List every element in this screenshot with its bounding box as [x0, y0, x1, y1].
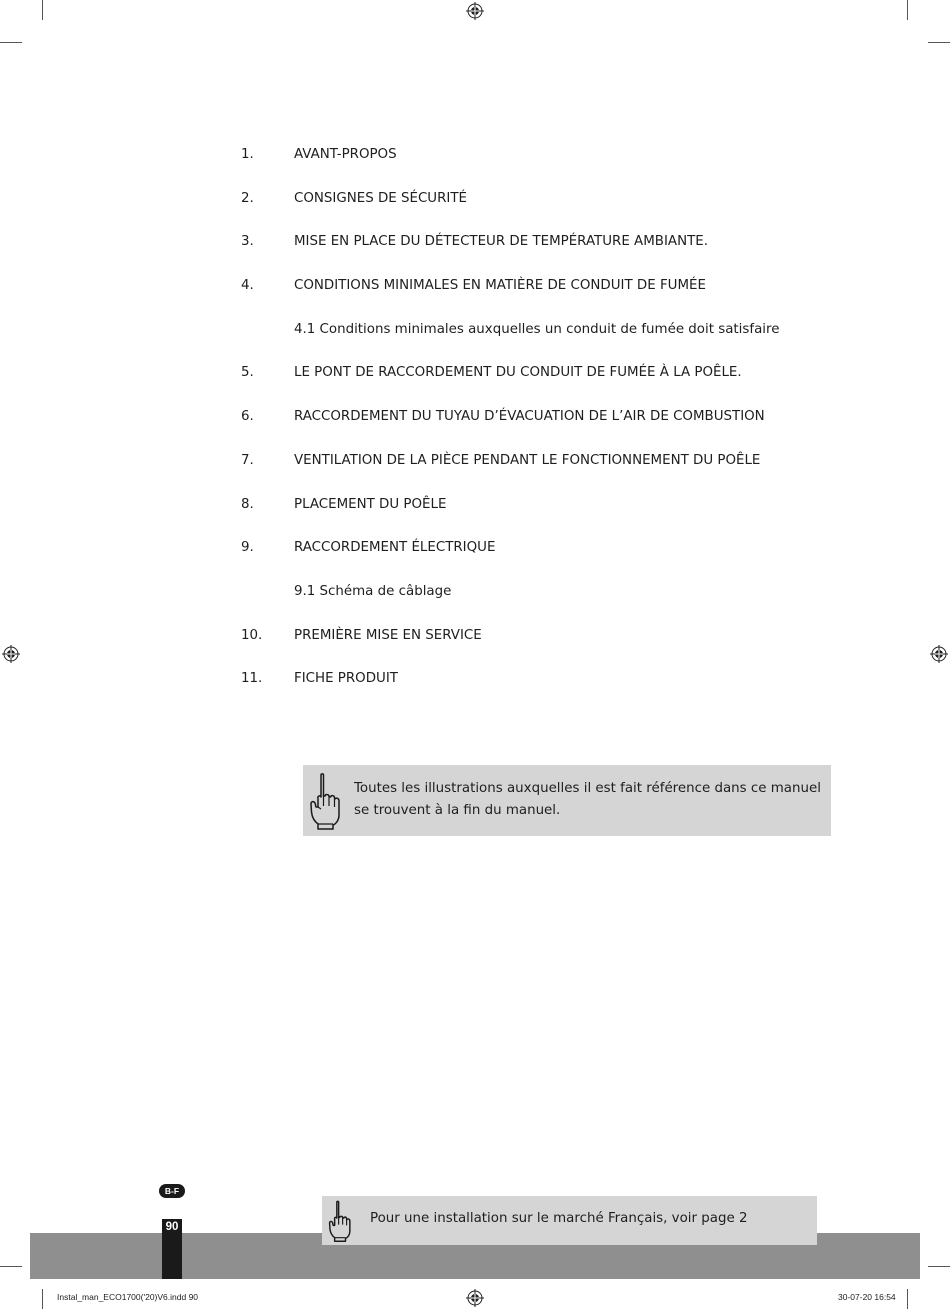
toc-title: FICHE PRODUIT [294, 671, 398, 687]
registration-mark-icon [466, 2, 484, 20]
toc-title: RACCORDEMENT ÉLECTRIQUE [294, 540, 496, 556]
toc-number: 3. [241, 234, 254, 250]
crop-mark [928, 42, 950, 43]
illustration-note [303, 765, 831, 836]
crop-mark [42, 0, 43, 20]
toc-number: 8. [241, 496, 254, 512]
slug-filename: Instal_man_ECO1700('20)V6.indd 90 [57, 1292, 199, 1302]
toc-number: 1. [241, 147, 254, 162]
toc-title: AVANT-PROPOS [294, 147, 397, 162]
crop-mark [928, 1266, 950, 1267]
market-note-text: Pour une installation sur le marché Français, voir page 2 [370, 1211, 748, 1226]
pointing-hand-icon [308, 772, 340, 830]
toc-number: 6. [241, 409, 254, 425]
page-number: 90 [165, 1221, 179, 1233]
toc-title: MISE EN PLACE DU DÉTECTEUR DE TEMPÉRATURE AMBIANTE. [294, 234, 708, 250]
note-text: Toutes les illustrations auxquelles il est fait référence dans ce manuel se trouvent à la fin du manuel. [354, 781, 821, 818]
toc-number: 11. [241, 671, 263, 687]
registration-mark-icon [2, 645, 20, 663]
registration-mark-icon [466, 1289, 484, 1307]
toc-title: RACCORDEMENT DU TUYAU D’ÉVACUATION DE L’AIR DE COMBUSTION [294, 409, 765, 425]
language-badge: B-F [159, 1184, 185, 1198]
registration-mark-icon [930, 645, 948, 663]
toc-title: PREMIÈRE MISE EN SERVICE [294, 627, 482, 643]
toc-title: PLACEMENT DU POÊLE [294, 496, 447, 512]
toc-number: 2. [241, 190, 254, 206]
crop-mark [0, 42, 22, 43]
toc-number: 9. [241, 540, 254, 556]
crop-mark [42, 1289, 43, 1309]
crop-mark [907, 1289, 908, 1309]
toc-title: VENTILATION DE LA PIÈCE PENDANT LE FONCTIONNEMENT DU POÊLE [294, 452, 761, 468]
slug-datetime: 30-07-20 16:54 [838, 1292, 896, 1302]
toc-subtitle: 9.1 Schéma de câblage [294, 583, 452, 599]
toc-number: 7. [241, 452, 254, 468]
toc-number: 10. [241, 627, 263, 643]
toc-subtitle: 4.1 Conditions minimales auxquelles un conduit de fumée doit satisfaire [294, 321, 780, 337]
toc-title: LE PONT DE RACCORDEMENT DU CONDUIT DE FUMÉE À LA POÊLE. [294, 365, 742, 381]
pointing-hand-icon [327, 1200, 351, 1242]
toc-title: CONSIGNES DE SÉCURITÉ [294, 190, 467, 206]
crop-mark [907, 0, 908, 20]
market-note [322, 1196, 817, 1245]
toc-number: 5. [241, 365, 254, 381]
toc-title: CONDITIONS MINIMALES EN MATIÈRE DE CONDUIT DE FUMÉE [294, 278, 706, 294]
toc-number: 4. [241, 278, 254, 294]
crop-mark [0, 1266, 22, 1267]
